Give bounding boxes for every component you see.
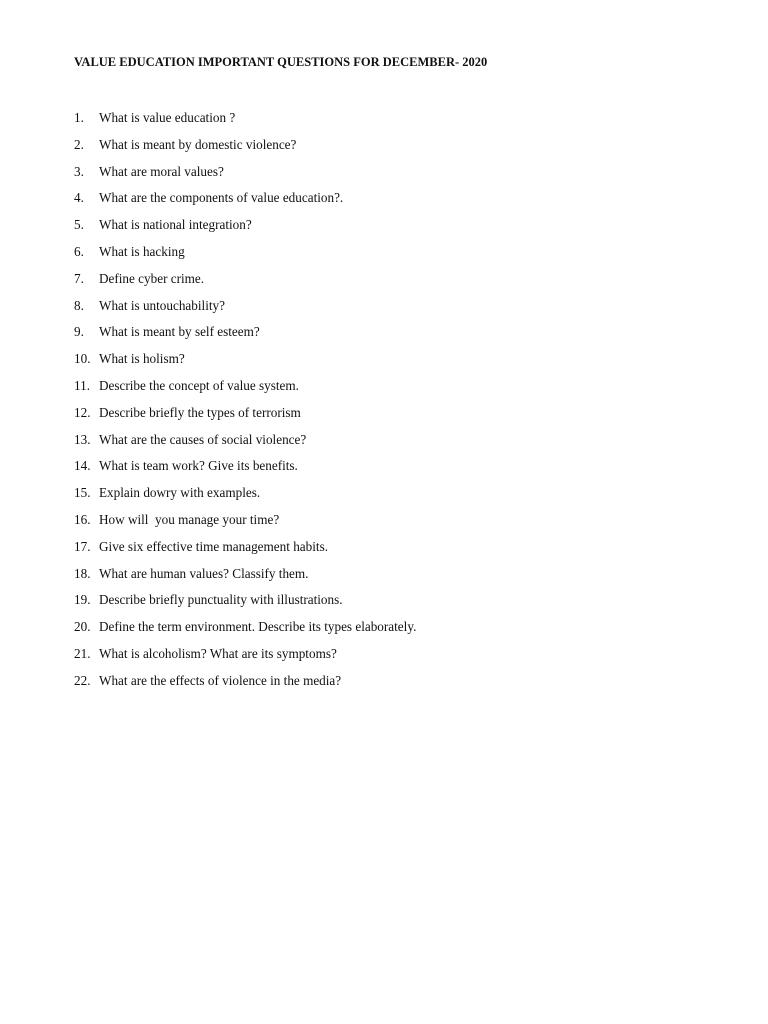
question-list <box>74 110 416 700</box>
question-number: 4. <box>74 190 84 206</box>
question-item <box>74 324 416 351</box>
question-number: 22. <box>74 672 91 688</box>
question-text: What is holism? <box>99 351 185 367</box>
question-item <box>74 485 416 512</box>
question-text: Describe briefly punctuality with illustrations. <box>99 592 343 608</box>
question-item <box>74 271 416 298</box>
question-text: What is hacking <box>99 243 185 259</box>
question-text: What are the causes of social violence? <box>99 431 307 447</box>
question-item <box>74 432 416 459</box>
question-item <box>74 539 416 566</box>
question-number: 15. <box>74 485 91 501</box>
question-number: 10. <box>74 351 91 367</box>
question-text: Give six effective time management habits. <box>99 538 328 554</box>
question-item <box>74 646 416 673</box>
document-title: VALUE EDUCATION IMPORTANT QUESTIONS FOR DECEMBER- 2020 <box>74 55 488 69</box>
question-item <box>74 458 416 485</box>
question-number: 11. <box>74 377 90 393</box>
question-text: Define the term environment. Describe its types elaborately. <box>99 619 417 635</box>
question-item <box>74 164 416 191</box>
question-item <box>74 298 416 325</box>
question-item <box>74 137 416 164</box>
question-number: 17. <box>74 538 91 554</box>
question-item <box>74 405 416 432</box>
question-item <box>74 673 416 700</box>
question-item <box>74 566 416 593</box>
question-text: What are moral values? <box>99 163 224 179</box>
question-item <box>74 592 416 619</box>
question-text: Describe briefly the types of terrorism <box>99 404 301 420</box>
question-text: What is value education ? <box>99 110 236 125</box>
question-number: 19. <box>74 592 91 608</box>
question-number: 8. <box>74 297 84 313</box>
question-item <box>74 619 416 646</box>
question-number: 18. <box>74 565 91 581</box>
question-text: What is national integration? <box>99 217 252 233</box>
question-item <box>74 512 416 539</box>
question-text: Describe the concept of value system. <box>99 377 299 393</box>
question-item <box>74 110 416 137</box>
question-item <box>74 244 416 271</box>
question-text: Explain dowry with examples. <box>99 485 261 501</box>
question-item <box>74 190 416 217</box>
question-number: 1. <box>74 110 84 125</box>
question-text: Define cyber crime. <box>99 270 205 286</box>
question-text: What are the components of value education?. <box>99 190 344 206</box>
question-number: 6. <box>74 243 84 259</box>
question-text: What is untouchability? <box>99 297 225 313</box>
question-number: 5. <box>74 217 84 233</box>
question-number: 21. <box>74 645 91 661</box>
question-text: What is alcoholism? What are its symptoms? <box>99 645 337 661</box>
question-item <box>74 378 416 405</box>
question-number: 9. <box>74 324 84 340</box>
question-number: 20. <box>74 619 91 635</box>
question-number: 2. <box>74 136 84 152</box>
question-number: 16. <box>74 511 91 527</box>
question-text: What is meant by self esteem? <box>99 324 260 340</box>
question-item <box>74 351 416 378</box>
question-text: What is team work? Give its benefits. <box>99 458 298 474</box>
question-number: 13. <box>74 431 91 447</box>
question-number: 7. <box>74 270 84 286</box>
question-text: What are human values? Classify them. <box>99 565 309 581</box>
question-text: How will you manage your time? <box>99 511 280 527</box>
question-text: What are the effects of violence in the media? <box>99 672 342 688</box>
question-number: 14. <box>74 458 91 474</box>
question-number: 12. <box>74 404 91 420</box>
question-number: 3. <box>74 163 84 179</box>
question-item <box>74 217 416 244</box>
question-text: What is meant by domestic violence? <box>99 136 297 152</box>
